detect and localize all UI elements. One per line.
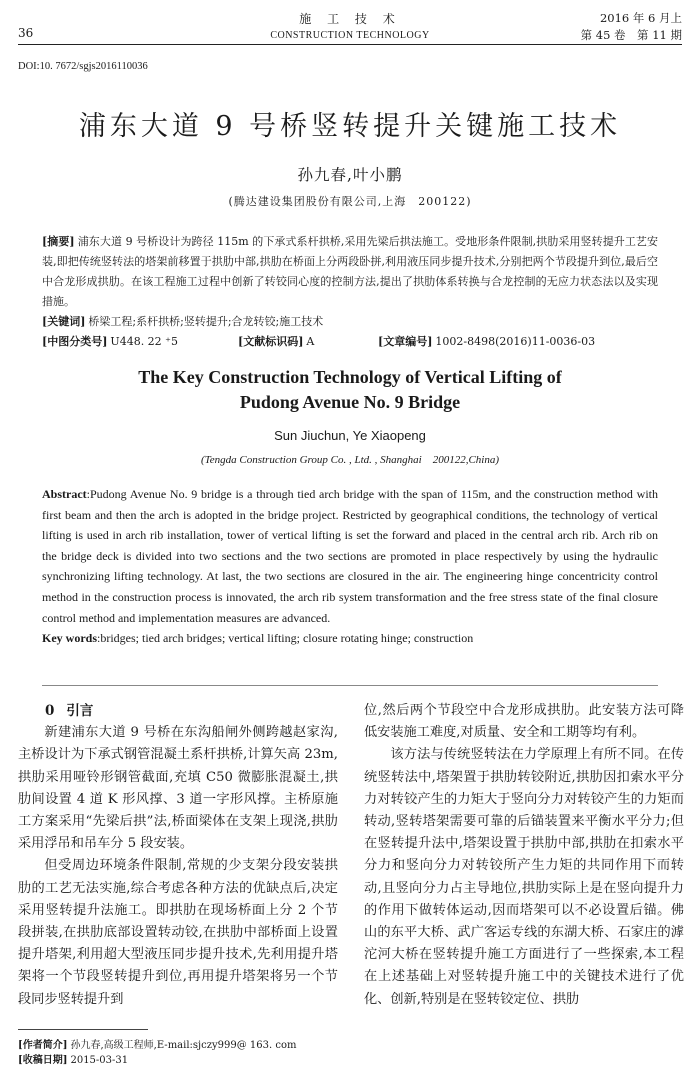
title-en-line1: The Key Construction Technology of Vertical Lifting of: [138, 367, 562, 387]
affiliation-en: (Tengda Construction Group Co. , Ltd. , Shanghai 200122,China): [200, 454, 500, 466]
volume-issue: 第 45 卷 第 11 期: [580, 28, 682, 42]
abstract-cn: [42, 232, 658, 352]
page-number: 36: [18, 26, 34, 40]
abstract-en-text: :Pudong Avenue No. 9 bridge is a through tied arch bridge with the span of 115m, and the construction method with first beam and then the arch is adopted in the bridge project. Restricted by geographical conditions, the technology of vertical lifting is used in arch rib installation, tower of vertical lifting is set the forward and placed in the central arch rib. Arch rib on the bridge deck is divided into two sections and the two sections are promoted in place respectively by using the hydraulic synchronizing lifting technology. At last, the two sections are closured in the air. The engineering hinge concentricity control method in the construction process is innovated, the arch rib system transformation and the free stress state of the final closure control method and implementation measures are advanced.: [42, 487, 658, 625]
authors-en: Sun Jiuchun, Ye Xiaopeng: [274, 428, 426, 443]
article-number: [378, 332, 595, 352]
section-number: 0: [45, 703, 55, 719]
section-heading: [18, 700, 338, 722]
body-column-left: [18, 700, 338, 1011]
doc-code: [238, 332, 314, 352]
section-title: 引言: [66, 703, 94, 719]
paragraph: 新建浦东大道 9 号桥在东沟船闸外侧跨越赵家沟,主桥设计为下承式钢管混凝土系杆拱桥,计算矢高 23m,拱肋采用哑铃形钢管截面,充填 C50 微膨胀混凝土,拱肋间设置 4 道 K 形风撑、3 道一字形风撑。主桥原施工方案采用“先梁后拱”法,桥面梁体在支架上现浇,拱肋采用浮吊和吊车分 5 段安装。: [18, 725, 338, 852]
title-cn: 浦东大道 9 号桥竖转提升关键施工技术: [78, 111, 622, 142]
footnote-received-text: 2015-03-31: [70, 1055, 129, 1066]
footnote-author-label: [作者简介]: [18, 1040, 68, 1051]
title-en-line2: Pudong Avenue No. 9 Bridge: [239, 392, 461, 412]
footnote-author-text: 孙九春,高级工程师,E-mail:sjczy999@ 163. com: [70, 1040, 297, 1051]
abstract-en-label: Abstract: [42, 487, 87, 501]
affiliation-cn: (腾达建设集团股份有限公司,上海 200122): [228, 195, 472, 208]
article-number-label: [文章编号]: [378, 335, 433, 348]
classification-row: [42, 332, 658, 352]
doi: DOI:10. 7672/sgjs2016110036: [18, 61, 148, 72]
title-en: [0, 365, 700, 415]
page-header: [18, 10, 682, 45]
footnote-received-label: [收稿日期]: [18, 1055, 68, 1066]
abstract-cn-body: [42, 232, 658, 312]
keywords-cn: [42, 312, 658, 332]
footnote-author: [18, 1038, 338, 1053]
doc-code-value: A: [306, 335, 315, 348]
abstract-en-body: [42, 484, 658, 628]
section-divider: [42, 685, 658, 686]
footnote-received: [18, 1053, 338, 1068]
paragraph: 位,然后两个节段空中合龙形成拱肋。此安装方法可降低安装施工难度,对质量、安全和工期等均有利。: [364, 703, 684, 741]
issue-info: [581, 10, 682, 44]
doc-code-label: [文献标识码]: [238, 335, 304, 348]
footnote: [18, 1029, 338, 1068]
keywords-en: [42, 628, 658, 649]
paragraph: 该方法与传统竖转法在力学原理上有所不同。在传统竖转法中,塔架置于拱肋转铰附近,拱肋因扣索水平分力对转铰产生的力矩大于竖向分力对转铰产生的力矩而转动,竖转塔架需要可靠的后锚装置来平衡水平分力;但在竖转提升法中,塔架设置于拱肋中部,拱肋在扣索水平分力和竖向分力对转铰所产生力矩的共同作用下而转动,且竖向分力占主导地位,拱肋实际上是在竖向提升力的作用下做转体运动,因而塔架可以不必设置后锚。佛山的东平大桥、武广客运专线的东湖大桥、石家庄的滹沱河大桥在竖转提升施工方面进行了一些探索,本工程在上述基础上对竖转提升施工中的关键技术进行了优化、创新,特别是在竖转铰定位、拱肋: [364, 747, 684, 1007]
journal-name-cn: 施 工 技 术: [299, 12, 401, 26]
issue-date: 2016 年 6 月上: [599, 11, 682, 25]
clc-value: U448. 22 ⁺5: [110, 335, 178, 348]
abstract-cn-text: 浦东大道 9 号桥设计为跨径 115m 的下承式系杆拱桥,采用先梁后拱法施工。受地形条件限制,拱肋采用竖转提升工艺安装,即把传统竖转法的塔架前移置于拱肋中部,拱肋在桥面上分两段卧拼,利用液压同步提升技术,分别把两个节段提升到位,最后空中合龙形成拱肋。在该工程施工过程中创新了转铰同心度的控制方法,提出了拱肋体系转换与合龙控制的无应力状态法以及实现措施。: [42, 235, 658, 308]
journal-name-en: CONSTRUCTION TECHNOLOGY: [270, 30, 430, 41]
body-column-right: [364, 700, 684, 1011]
paragraph: 但受周边环境条件限制,常规的少支架分段安装拱肋的工艺无法实施,综合考虑各种方法的优缺点后,决定采用竖转提升法施工。即拱肋在现场桥面上分 2 个节段拼装,在拱肋底部设置转动铰,在拱肋中部桥面上设置提升塔架,利用超大型液压同步提升技术,先利用提升塔架将一个节段竖转提升到位,再用提升塔架将另一个节段同步竖转提升到: [18, 858, 338, 1007]
keywords-en-text: :bridges; tied arch bridges; vertical lifting; closure rotating hinge; construction: [97, 631, 474, 646]
keywords-en-label: Key words: [42, 631, 97, 646]
keywords-cn-text: 桥梁工程;系杆拱桥;竖转提升;合龙转铰;施工技术: [88, 315, 324, 328]
article-number-value: 1002-8498(2016)11-0036-03: [435, 335, 596, 348]
abstract-en: [42, 484, 658, 649]
clc-label: [中图分类号]: [42, 335, 108, 348]
clc-code: [42, 332, 178, 352]
abstract-cn-label: [摘要]: [42, 235, 75, 248]
keywords-cn-label: [关键词]: [42, 315, 86, 328]
footnote-rule: [18, 1029, 148, 1030]
authors-cn: 孙九春,叶小鹏: [297, 166, 403, 184]
